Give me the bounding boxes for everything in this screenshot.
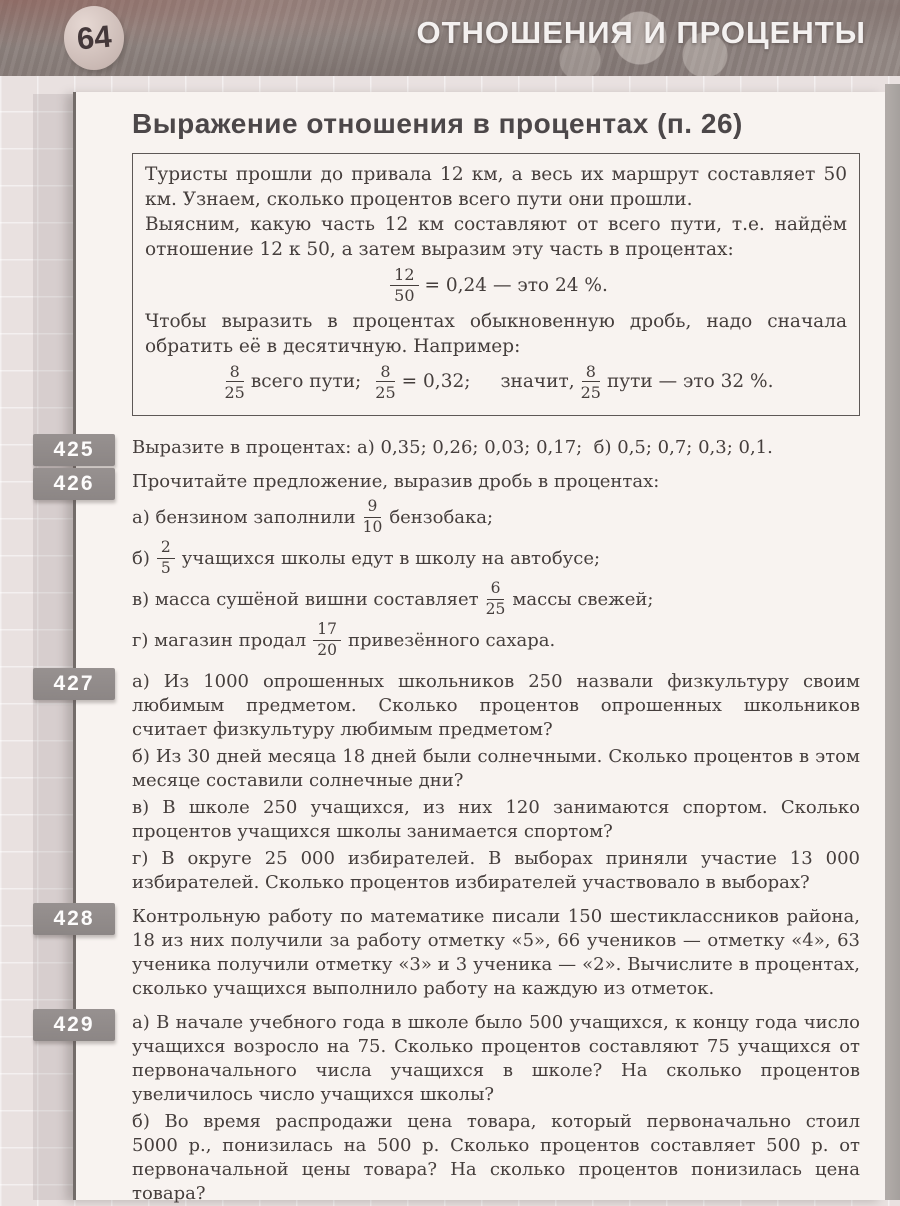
problem-item-b: б) Во время распродажи цена товара, который первоначально стоил 5000 р., понизилась на 500 р. Сколько процентов составляет 500 р. от первоначальной цены товара? На сколько процентов понизилась цена товара? bbox=[132, 1111, 860, 1205]
problem-429 bbox=[53, 1011, 860, 1206]
page-right-edge-shadow bbox=[885, 84, 900, 1200]
formula-example-text: = 0,32; bbox=[401, 371, 471, 393]
problem-item-b: б) Из 30 дней месяца 18 дней были солнечными. Сколько процентов в этом месяце составили солнечные дни? bbox=[132, 746, 860, 792]
problem-intro: Прочитайте предложение, выразив дробь в процентах: bbox=[132, 471, 660, 493]
fraction-numerator: 17 bbox=[313, 621, 341, 640]
fraction-denominator: 10 bbox=[362, 518, 383, 537]
problem-428 bbox=[53, 905, 860, 1001]
problem-item-b bbox=[132, 540, 860, 576]
fraction-denominator: 50 bbox=[394, 286, 415, 306]
problem-425 bbox=[53, 436, 860, 462]
fraction-8-25 bbox=[375, 363, 395, 402]
fraction-6-25 bbox=[486, 580, 506, 617]
problem-426 bbox=[53, 470, 860, 660]
fraction-8-25 bbox=[224, 363, 244, 402]
problem-number-badge: 425 bbox=[33, 434, 115, 466]
fraction-8-25 bbox=[581, 363, 601, 402]
fraction-numerator: 12 bbox=[390, 266, 418, 286]
page-number-balloon bbox=[64, 6, 124, 70]
fraction-denominator: 25 bbox=[580, 382, 601, 402]
fraction-numerator: 2 bbox=[157, 539, 175, 558]
item-text: а) бензином заполнили bbox=[132, 506, 356, 528]
fraction-numerator: 8 bbox=[376, 363, 394, 383]
page-number: 64 bbox=[75, 18, 113, 57]
problem-427 bbox=[53, 670, 860, 895]
fraction-numerator: 9 bbox=[364, 498, 382, 517]
item-text: бензобака; bbox=[389, 506, 494, 528]
fraction-17-20 bbox=[313, 621, 341, 658]
fraction-denominator: 25 bbox=[485, 600, 506, 619]
item-text: учащихся школы едут в школу на автобусе; bbox=[181, 547, 601, 569]
fraction-denominator: 20 bbox=[317, 641, 337, 660]
formula-example-text: всего пути; bbox=[250, 371, 362, 393]
problem-item-v: в) В школе 250 учащихся, из них 120 занимаются спортом. Сколько процентов учащихся школы занимается спортом? bbox=[132, 797, 860, 843]
item-text: б) bbox=[132, 547, 150, 569]
intro-paragraph-1: Туристы прошли до привала 12 км, а весь их маршрут составляет 50 км. Узнаем, сколько процентов всего пути они прошли. bbox=[145, 164, 847, 210]
chapter-title: ОТНОШЕНИЯ И ПРОЦЕНТЫ bbox=[416, 15, 866, 50]
page-content bbox=[53, 92, 860, 1206]
fraction-12-50 bbox=[390, 266, 418, 305]
intro-box bbox=[132, 153, 860, 416]
item-text: массы свежей; bbox=[512, 588, 654, 610]
section-title: Выражение отношения в процентах (п. 26) bbox=[132, 108, 743, 139]
page-paper bbox=[53, 92, 885, 1205]
fraction-denominator: 5 bbox=[160, 559, 171, 578]
fraction-numerator: 8 bbox=[226, 363, 244, 383]
fraction-2-5 bbox=[157, 539, 175, 576]
problem-number-badge: 429 bbox=[33, 1009, 115, 1041]
intro-paragraph-2: Выясним, какую часть 12 км составляют от всего пути, т.е. найдём отношение 12 к 50, а затем выразим эту часть в процентах: bbox=[145, 214, 847, 260]
problem-number-badge: 427 bbox=[33, 668, 115, 700]
fraction-numerator: 8 bbox=[582, 363, 600, 383]
formula-example bbox=[145, 363, 847, 402]
fraction-numerator: 6 bbox=[487, 580, 505, 599]
problem-item-v bbox=[132, 581, 860, 617]
item-text: в) масса сушёной вишни составляет bbox=[132, 588, 479, 610]
formula-example-text: пути — это 32 %. bbox=[606, 371, 774, 393]
problem-text: Выразите в процентах: а) 0,35; 0,26; 0,03; 0,17; б) 0,5; 0,7; 0,3; 0,1. bbox=[132, 437, 773, 459]
fraction-9-10 bbox=[363, 498, 383, 535]
formula-ratio-to-percent bbox=[145, 266, 847, 305]
problem-item-g: г) В округе 25 000 избирателей. В выборах приняли участие 13 000 избирателей. Сколько процентов избирателей участвовало в выборах? bbox=[132, 848, 860, 894]
chapter-header bbox=[0, 0, 900, 76]
problem-number-badge: 426 bbox=[33, 468, 115, 500]
intro-paragraph-3: Чтобы выразить в процентах обыкновенную дробь, надо сначала обратить её в десятичную. Например: bbox=[145, 310, 847, 357]
item-text: г) магазин продал bbox=[132, 629, 307, 651]
formula-example-text: значит, bbox=[500, 371, 575, 393]
problem-number-badge: 428 bbox=[33, 903, 115, 935]
item-text: привезённого сахара. bbox=[347, 629, 556, 651]
problem-item-a: а) Из 1000 опрошенных школьников 250 назвали физкультуру своим любимым предметом. Сколько процентов опрошенных школьников считает физкультуру любимым предметом? bbox=[132, 671, 860, 741]
fraction-denominator: 25 bbox=[375, 382, 396, 402]
fraction-denominator: 25 bbox=[224, 382, 245, 402]
problem-item-a bbox=[132, 499, 860, 535]
formula-result-text: = 0,24 — это 24 %. bbox=[424, 274, 608, 296]
problem-item-a: а) В начале учебного года в школе было 500 учащихся, к концу года число учащихся возросло на 75. Сколько процентов составляют 75 учащихся от первоначального числа учащихся в школе? На сколько процентов увеличилось число учащихся школы? bbox=[132, 1012, 860, 1106]
problem-text: Контрольную работу по математике писали 150 шестиклассников района, 18 из них получили за работу отметку «5», 66 учеников — отметку «4», 63 ученика получили отметку «3» и 3 ученика — «2». Вычислите в процентах, сколько учащихся выполнило работу на каждую из отметок. bbox=[132, 906, 860, 1000]
problem-item-g bbox=[132, 622, 860, 658]
